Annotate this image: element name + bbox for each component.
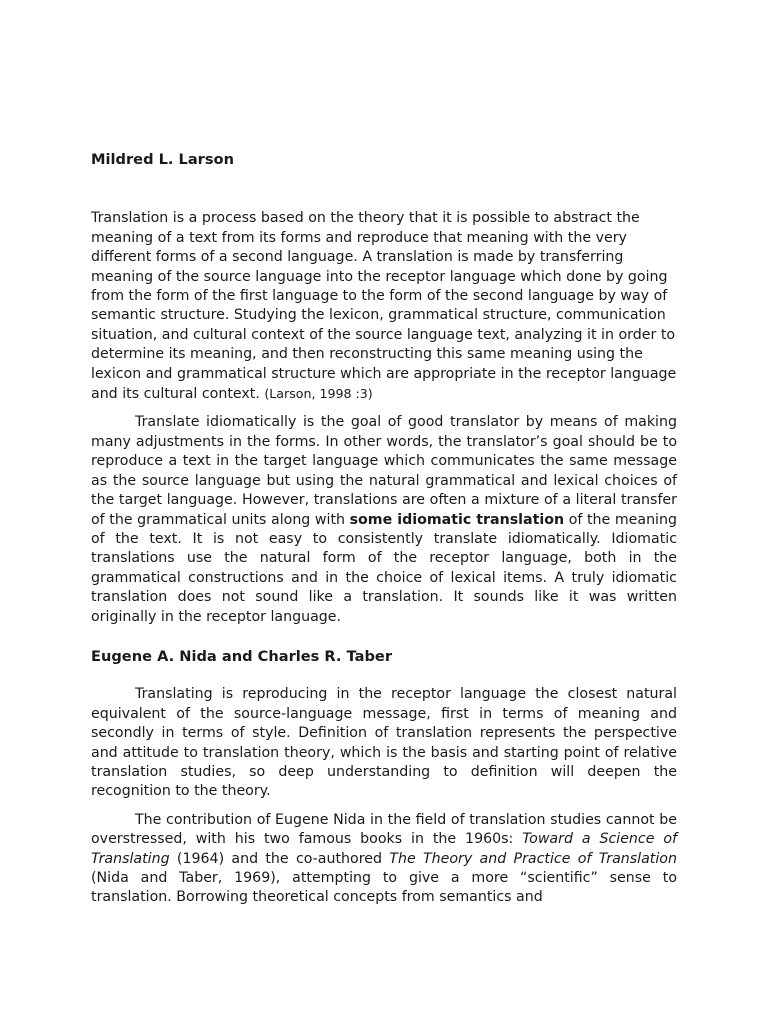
document-body	[91, 150, 677, 908]
paragraph-nida-contribution	[91, 811, 677, 908]
paragraph-text: of the meaning of the text. It is not easy to consistently translate idiomatically. Idiomatic translations use the natural form of the receptor language, both in the grammatical constructions and in the choice of lexical items. A truly idiomatic translation does not sound like a translation. It sounds like it was written originally in the receptor language.	[91, 511, 677, 625]
section-heading-nida-taber: Eugene A. Nida and Charles R. Taber	[91, 647, 393, 665]
paragraph-text: Translate idiomatically is the goal of good translator by means of making many adjustments in the forms. In other words, the translator’s goal should be to reproduce a text in the target language which communicates the same message as the source language but using the natural grammatical and lexical choices of the target language. However, translations are often a mixture of a literal transfer of the grammatical units along with	[91, 414, 677, 528]
bold-phrase: some idiomatic translation	[349, 511, 565, 528]
paragraph-larson-idiomatic	[91, 413, 677, 626]
section-heading-larson: Mildred L. Larson	[91, 151, 234, 168]
paragraph-larson-definition	[91, 209, 677, 404]
paragraph-text: (Nida and Taber, 1969), attempting to give a more “scientific” sense to translation. Borrowing theoretical concepts from semantics and	[91, 870, 677, 906]
paragraph-nida-definition: Translating is reproducing in the receptor language the closest natural equivalent of the source-language message, first in terms of meaning and secondly in terms of style. Definition of translation represents the perspective and attitude to translation theory, which is the basis and starting point of relative translation studies, so deep understanding to definition will deepen the recognition to the theory.	[91, 686, 677, 800]
book-title: Toward a Science of Translating	[91, 831, 678, 867]
paragraph-text: Translation is a process based on the theory that it is possible to abstract the meaning of a text from its forms and reproduce that meaning with the very different forms of a second language. A translation is made by transferring meaning of the source language into the receptor language which done by going from the form of the first language to the form of the second language by way of semantic structure. Studying the lexicon, grammatical structure, communication situation, and cultural context of the source language text, analyzing it in order to determine its meaning, and then reconstructing this same meaning using the lexicon and grammatical structure which are appropriate in the receptor language and its cultural context.	[91, 210, 677, 403]
paragraph-text: (1964) and the co-authored	[176, 850, 382, 867]
citation: (Larson, 1998 :3)	[264, 386, 373, 402]
book-title: The Theory and Practice of Translation	[389, 850, 677, 867]
paragraph-text: The contribution of Eugene Nida in the field of translation studies cannot be overstressed, with his two famous books in the 1960s:	[91, 811, 677, 848]
